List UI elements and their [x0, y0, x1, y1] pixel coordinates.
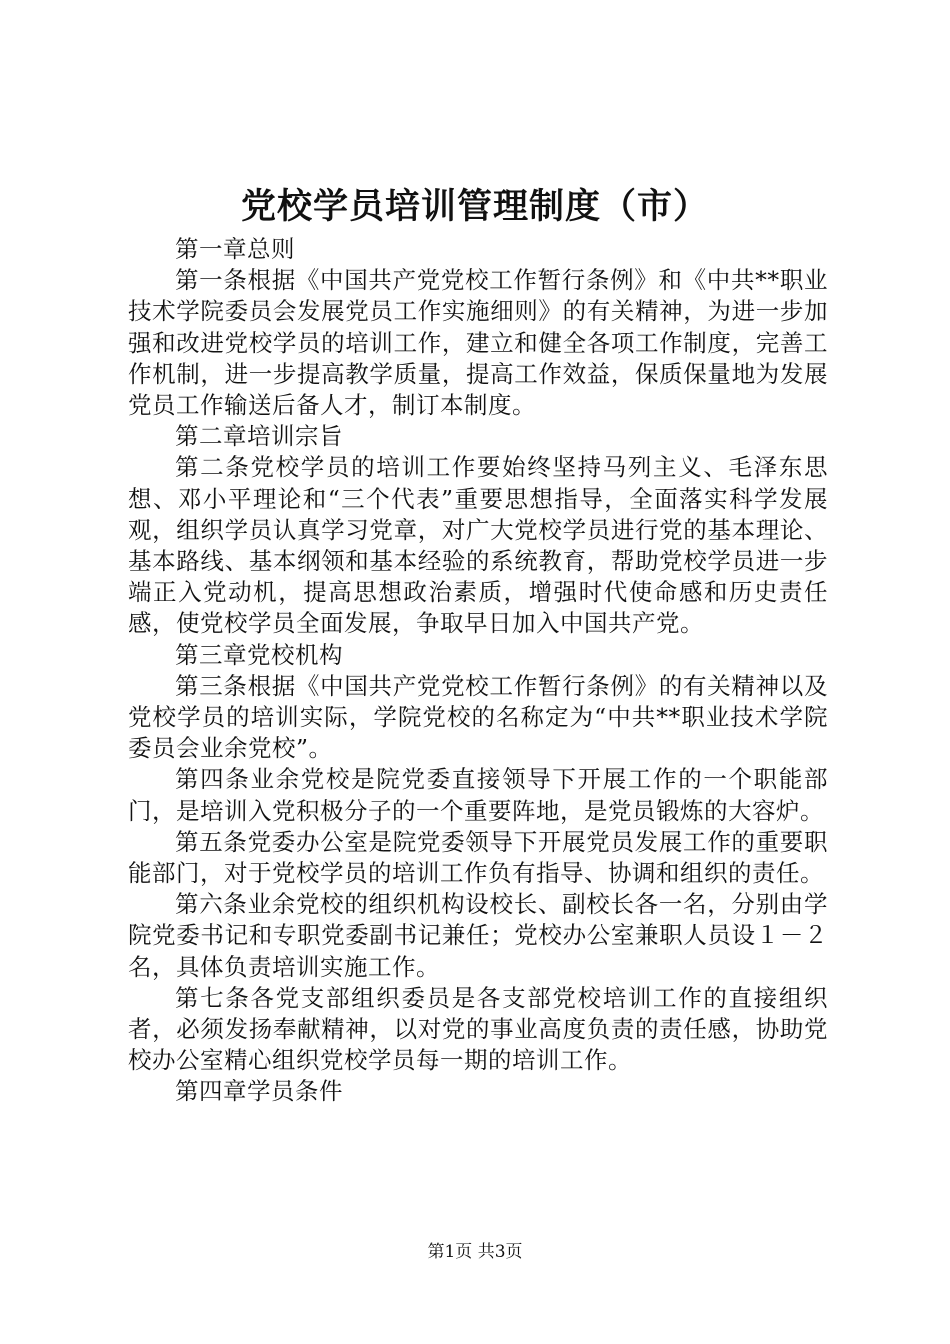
article-7: 第七条各党支部组织委员是各支部党校培训工作的直接组织者，必须发扬奉献精神，以对党的事业高度负责的责任感，协助党校办公室精心组织党校学员每一期的培训工作。 — [128, 983, 828, 1075]
article-1: 第一条根据《中国共产党党校工作暂行条例》和《中共**职业技术学院委员会发展党员工作实施细则》的有关精神，为进一步加强和改进党校学员的培训工作，建立和健全各项工作制度，完善工作机制，进一步提高教学质量，提高工作效益，保质保量地为发展党员工作输送后备人才，制订本制度。 — [128, 266, 828, 420]
chapter-heading-4: 第四章学员条件 — [175, 1077, 343, 1106]
article-2: 第二条党校学员的培训工作要始终坚持马列主义、毛泽东思想、邓小平理论和“三个代表”重要思想指导，全面落实科学发展观，组织学员认真学习党章，对广大党校学员进行党的基本理论、基本路线、基本纲领和基本经验的系统教育，帮助党校学员进一步端正入党动机，提高思想政治素质，增强时代使命感和历史责任感，使党校学员全面发展，争取早日加入中国共产党。 — [128, 453, 828, 638]
chapter-heading-3: 第三章党校机构 — [175, 640, 343, 669]
page-number-footer: 第1页 共3页 — [427, 1242, 523, 1262]
article-3: 第三条根据《中国共产党党校工作暂行条例》的有关精神以及党校学员的培训实际，学院党校的名称定为“中共**职业技术学院委员会业余党校”。 — [128, 671, 828, 763]
article-5: 第五条党委办公室是院党委领导下开展党员发展工作的重要职能部门，对于党校学员的培训工作负有指导、协调和组织的责任。 — [128, 827, 828, 888]
document-body — [128, 234, 828, 1108]
chapter-heading-1: 第一章总则 — [175, 235, 295, 263]
document-title: 党校学员培训管理制度（市） — [240, 186, 709, 227]
article-6: 第六条业余党校的组织机构设校长、副校长各一名，分别由学院党委书记和专职党委副书记兼任；党校办公室兼职人员设１－２名，具体负责培训实施工作。 — [128, 890, 828, 981]
chapter-heading-2: 第二章培训宗旨 — [175, 422, 343, 451]
article-4: 第四条业余党校是院党委直接领导下开展工作的一个职能部门，是培训入党积极分子的一个重要阵地，是党员锻炼的大容炉。 — [128, 765, 828, 825]
